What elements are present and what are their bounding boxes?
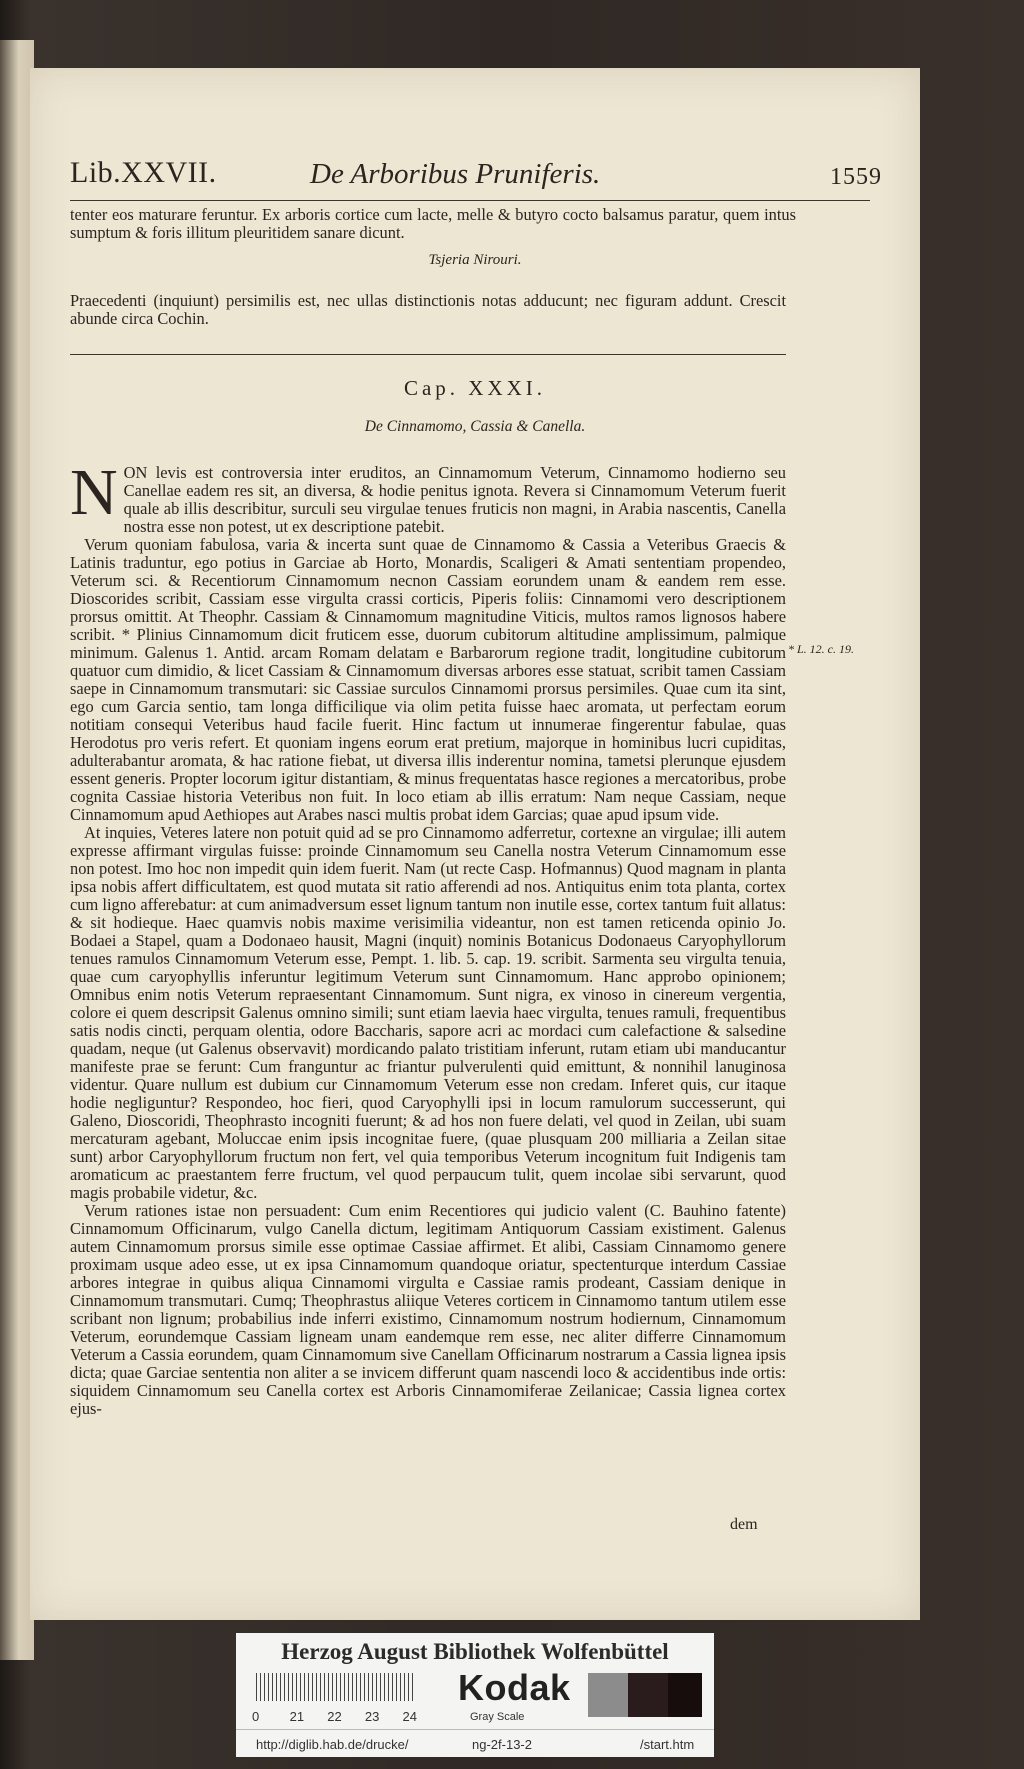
body-paragraph: Verum rationes istae non persuadent: Cum enim Recentiores qui judicio valent (C. Bauhino fatente) Cinnamomum Officinarum, vulgo Canella dictum, legitimam Antiquorum Cassiam existiment. Galenus autem Cinnamomum prorsus simile esse optimae Cassiae affirmet. Et alibi, Cassiam Cinnamomo genere proximam usque adeo esse, ut ex ipsa Cinnamomum quandoque oriatur, spectenturque interdum Cassiae arbores integrae in quibus aliqua Cinnamomi virgulta e Cassiae ramis prodeant, Cassiam denique in Cinnamomum transmutari. Cumq; Theophrastus aliique Veteres corticem in Cinnamomo tantum utilem esse scribant non lignum; probabilius inde inferri existimo, Cinnamomum nostrum hodiernum, Cinnamomum Veterum, eorundemque Cassiam ligneam unam eandemque rem esse, nec aliter differre Cinnamomum Veterum a Cassia eorundem, quam Cinnamomum sive Canellam Officinarum nostrarum a Cassia lignea ipsis dicta; quae Garciae sententia non aliter a se invicem differunt quam nascendi loco & accidentibus inde ortis: siquidem Cinnamomum seu Canella cortex est Arboris Cinnamomiferae Zeilanicae; Cassia lignea cortex ejus- [70,1201,786,1418]
shelfmark: ng-2f-13-2 [472,1737,532,1752]
ruler-numbers [252,1709,452,1724]
ruler-number: 22 [327,1709,342,1724]
drop-cap: N [70,456,118,529]
gray-swatch [588,1673,628,1717]
chapter-title: De Cinnamomo, Cassia & Canella. [364,418,586,435]
book-page [30,68,920,1620]
dark-swatch [628,1673,668,1717]
ruler-number: 24 [402,1709,417,1724]
running-head [70,156,882,196]
plant-subheading: Tsjeria Nirouri. [428,252,522,268]
library-name: Herzog August Bibliothek Wolfenbüttel [281,1639,669,1664]
body-paragraph: Verum quoniam fabulosa, varia & incerta sunt quae de Cinnamomo & Cassia a Veteribus Graecis & Latinis traduntur, ego potius in Garciae ab Horto, Monardis, Scaligeri & Amati sententiam propendeo, Veterum sci. & Recentiorum Cinnamomum necnon Cassiam eorundem unam & eandem rem esse. Dioscorides scribit, Cassiam esse virgulta crassi corticis, Piperis foliis: Cinnamomi vero descriptionem prorsus omittit. At Theophr. Cassiam & Cinnamomum magnitudine Viticis, multos ramos lignosos habere scribit. * Plinius Cinnamomum dicit fruticem esse, duorum cubitorum altitudine amplissimum, palmique minimum. Galenus 1. Antid. arcam Romam delatam e Barbarorum regione tradit, longitudine cubitorum quatuor cum dimidio, & licet Cassiam & Cinnamomum diversas arbores esse statuat, scribit tamen Cassiam saepe in Cinnamomum transmutari: sic Cassiae surculos Cinnamomi prorsus persimiles. Quae cum ita sint, ego cum Garcia sentio, tam longa difficilique via olim petita fuisse haec aromata, ut perfectam eorum notitiam consequi Veteribus haud facile fuerit. Hinc factum ut innumerae fingerentur fabulae, quas Herodotus pro veris refert. Et quoniam ingens eorum erat pretium, majorque in hominibus lucri cupiditas, adulterabantur aromata, & hac ratione fiebat, ut diversa illis inderentur nomina, tametsi plerunque ejusdem essent generis. Propter locorum igitur distantiam, & minus frequentatas hasce regiones a mercatoribus, probe cognita Cassiae historia Veteribus non fuit. In loco etiam ab illis erratum: Nam neque Cassiam, neque Cinnamomum apud Aethiopes aut Arabes nasci multis probat idem Garcias; quae apud ipsum vide. [70,535,786,824]
body-paragraph: At inquies, Veteres latere non potuit quid ad se pro Cinnamomo adferretur, cortexne an virgulae; illi autem expresse affirmant virgulas fuisse: proinde Cinnamomum seu Canella nostra Veterum Cinnamomum esse non potest. Imo hoc non impedit quin idem fuerit. Nam (ut recte Casp. Hofmannus) Quod magnam in planta ipsa nobis affert difficultatem, est quod mutata sit ratio afferendi ad nos. Antiquitus enim tota planta, cortex cum ligno afferebatur: at cum animadversum esset lignum tantum non inutile esse, cortex tantum fuit allatus: & sit hodieque. Haec quamvis nobis maxime verisimilia videantur, non est tamen reticenda opinio Jo. Bodaei a Stapel, quam a Dodonaeo hausit, Magni (inquit) nominis Botanicus Dodonaeus Caryophyllorum tenues ramulos Cinnamomum Veterum esse, Pempt. 1. lib. 5. cap. 19. scribit. Sarmenta seu virgulta tenuia, quae cum caryophyllis inferuntur legitimum Veterum sunt Cinnamomum. Hanc approbo opinionem; Omnibus enim notis Veterum repraesentant Cinnamomum. Sunt nigra, ex vinoso in cinereum vergentia, colore ei quem descripsit Galenus omnino simili; sunt etiam laevia haec virgulta, tenues ramuli, frequentibus satis nodis cincti, perquam olentia, odore Baccharis, sapore acri ac mordaci cum calefactione & salsedine quadam, neque (ut Galenus observavit) mordicando palato tristitiam inferunt, rutam etiam ubi manducantur manifeste prae se ferunt: Cum franguntur ac friantur pulverulenti quid emittunt, & nonnihil lanuginosa videntur. Quare nullum est dubium cur Cinnamomum Veterum esse non credam. Inferet quis, cur itaque hodie negliguntur? Respondeo, hoc fieri, quod Caryophylli ipsi in locum ramulorum successerunt, qui Galeno, Dioscoridi, Theophrasto incogniti fuerunt; & ad hos non fuere delati, vel quod in Zeilan, ubi suam mercaturam agebant, Moluccae enim ipsis incognitae fuere, (quae plusquam 200 milliaria a Zeilan sitae sunt) arbor Caryophyllorum fructum non fert, vel quia temporibus Veterum incognitum fuit Indigenis tam aromaticum ac praestantem ferre fructum, vel quod perpaucum tulit, quem incolae sibi servarunt, quod magis probabile videtur, &c. [70,823,786,1202]
page-number: 1559 [830,164,882,190]
header-rule [70,200,870,201]
url-end: /start.htm [640,1737,695,1752]
section-title: De Arboribus Pruniferis. [310,158,601,190]
gray-scale-label: Gray Scale [470,1711,525,1723]
measurement-ruler [256,1673,416,1701]
intro-paragraph: tenter eos maturare feruntur. Ex arboris cortice cum lacte, melle & butyro cocto balsamus paratur, quem intus sumptum & foris illitum pleuritidem sanare dicunt. [70,205,796,242]
chapter-body [70,456,786,1418]
margin-note: * L. 12. c. 19. [788,642,854,656]
book-number: Lib.XXVII. [70,156,217,189]
binding-edge [0,40,34,1660]
kodak-logo: Kodak [458,1667,571,1708]
chapter-number: Cap. XXXI. [403,376,547,400]
color-card [236,1633,714,1757]
second-paragraph: Praecedenti (inquiunt) persimilis est, nec ullas distinctionis notas adducunt; nec figuram addunt. Crescit abunde circa Cochin. [70,291,786,328]
section-rule [70,354,786,355]
black-swatch [668,1673,702,1717]
card-divider [236,1729,714,1730]
ruler-number: 23 [364,1709,380,1724]
body-paragraph [70,456,786,536]
url-base: http://diglib.hab.de/drucke/ [256,1737,409,1752]
catchword: dem [730,1516,758,1533]
ruler-number: 21 [289,1709,305,1724]
ruler-number: 0 [252,1709,260,1724]
body-paragraph-text: ON levis est controversia inter eruditos, an Cinnamomum Veterum, Cinnamomo hodierno seu Canellae eadem res sit, an diversa, & hodie penitus ignota. Revera si Cinnamomum Veterum fuerit quale ab illis describitur, surculi seu virgulae tenues fruticis non magni, in Arabia nascentis, Canella nostra esse non potest, ut ex descriptione patebit. [123,463,786,536]
